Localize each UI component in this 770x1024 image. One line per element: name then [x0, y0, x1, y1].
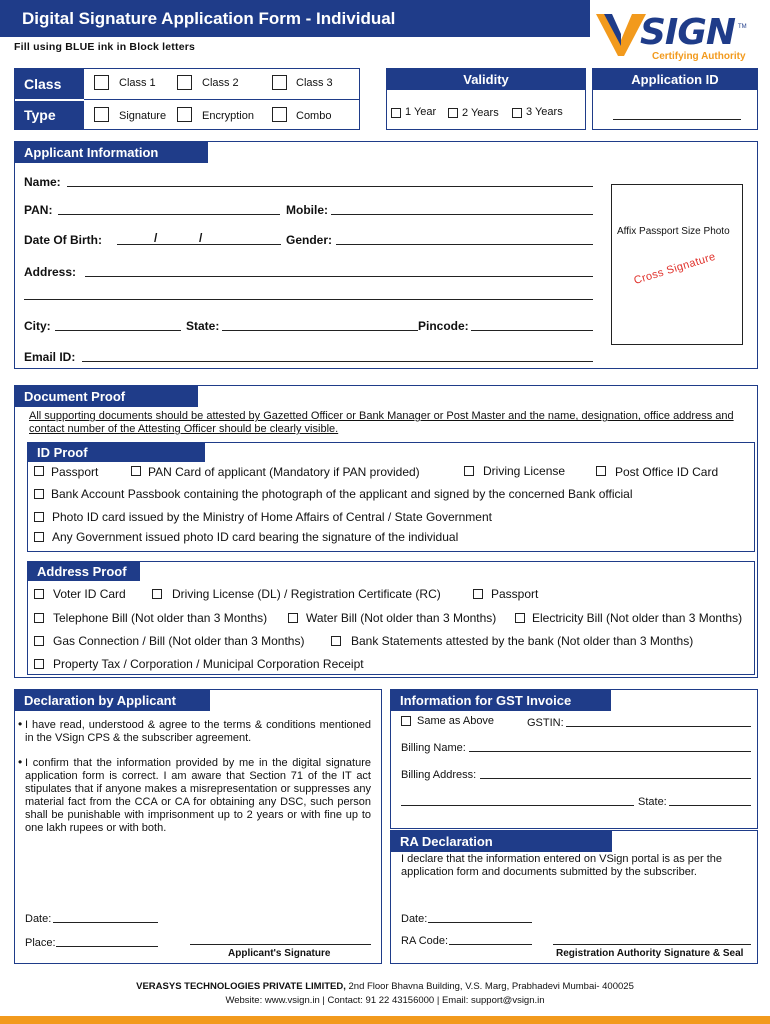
- address-label: Address:: [24, 265, 77, 279]
- declaration-date-label: Date:: [25, 913, 52, 925]
- dob-label: Date Of Birth:: [24, 233, 102, 247]
- ra-header: RA Declaration: [390, 830, 612, 852]
- logo-tagline: Certifying Authority: [652, 51, 746, 62]
- 3-years-label: 3 Years: [526, 106, 563, 118]
- billing-name-label: Billing Name:: [401, 742, 466, 754]
- name-field[interactable]: [67, 186, 593, 187]
- state-field[interactable]: [222, 330, 418, 331]
- document-proof-note: All supporting documents should be attested by Gazetted Officer or Bank Manager or Post Master and the name, designation, office address and contact number of the Attesting Officer should be clearly visible.: [29, 410, 734, 435]
- form-title-bar: [0, 0, 590, 37]
- 1-year-checkbox[interactable]: [391, 108, 401, 118]
- addr-bank-checkbox[interactable]: [331, 636, 341, 646]
- id-driving-checkbox[interactable]: [464, 466, 474, 476]
- ra-code-field[interactable]: [449, 944, 532, 945]
- id-post-office-checkbox[interactable]: [596, 466, 606, 476]
- encryption-label: Encryption: [202, 110, 254, 122]
- footer-contact: Website: www.vsign.in | Contact: 91 22 43156000 | Email: support@vsign.in: [225, 995, 545, 1006]
- id-passport-label: Passport: [51, 465, 99, 479]
- address-field-2[interactable]: [24, 299, 593, 300]
- addr-tax-label: Property Tax / Corporation / Municipal Corporation Receipt: [53, 657, 364, 671]
- ra-signature-label: Registration Authority Signature & Seal: [556, 948, 744, 959]
- addr-water-checkbox[interactable]: [288, 613, 298, 623]
- mobile-label: Mobile:: [286, 203, 328, 217]
- gst-header: Information for GST Invoice: [390, 689, 611, 711]
- state-label: State:: [186, 319, 220, 333]
- id-govt-checkbox[interactable]: [34, 532, 44, 542]
- addr-dl-label: Driving License (DL) / Registration Certificate (RC): [172, 587, 441, 601]
- addr-dl-checkbox[interactable]: [152, 589, 162, 599]
- cross-signature-label: Cross Signature: [632, 250, 718, 287]
- footer-bar: [0, 1016, 770, 1024]
- 2-years-label: 2 Years: [462, 107, 499, 119]
- id-mha-label: Photo ID card issued by the Ministry of Home Affairs of Central / State Government: [52, 510, 492, 524]
- ra-code-label: RA Code:: [401, 935, 449, 947]
- dob-slash-1: /: [154, 231, 158, 245]
- applicant-signature-line[interactable]: [190, 944, 371, 945]
- billing-address-label: Billing Address:: [401, 769, 477, 781]
- dob-slash-2: /: [199, 231, 203, 245]
- name-label: Name:: [24, 175, 61, 189]
- addr-gas-checkbox[interactable]: [34, 636, 44, 646]
- addr-voter-checkbox[interactable]: [34, 589, 44, 599]
- declaration-para-2: I confirm that the information provided by me in the digital signature application form is correct. I am aware that Section 71 of the IT act stipulates that if anyone makes a misrepresentation or suppresses any material fact from the CCA or CA for obtaining any DSC, such person shall be punishable with imprisonment up to 2 years or with fine up to one lakh rupees or with both.: [25, 757, 371, 834]
- signature-label: Signature: [119, 110, 167, 122]
- id-bank-checkbox[interactable]: [34, 489, 44, 499]
- gender-field[interactable]: [336, 244, 593, 245]
- document-proof-header: Document Proof: [14, 385, 198, 407]
- footer-company-line: [0, 981, 770, 992]
- footer-company: VERASYS TECHNOLOGIES PRIVATE LIMITED,: [136, 981, 346, 992]
- ra-signature-line[interactable]: [553, 944, 751, 945]
- email-field[interactable]: [82, 361, 593, 362]
- id-mha-checkbox[interactable]: [34, 512, 44, 522]
- same-as-above-label: Same as Above: [417, 715, 495, 727]
- class-1-checkbox[interactable]: [94, 75, 109, 90]
- address-field-1[interactable]: [85, 276, 593, 277]
- trademark: TM: [738, 24, 747, 30]
- class-label: Class: [14, 68, 84, 99]
- gst-state-label: State:: [638, 796, 667, 808]
- addr-elec-label: Electricity Bill (Not older than 3 Months): [532, 611, 743, 625]
- signature-checkbox[interactable]: [94, 107, 109, 122]
- applicant-signature-label: Applicant's Signature: [228, 948, 331, 959]
- 2-years-checkbox[interactable]: [448, 108, 458, 118]
- application-id-label: Application ID: [592, 68, 758, 90]
- id-passport-checkbox[interactable]: [34, 466, 44, 476]
- addr-passport-checkbox[interactable]: [473, 589, 483, 599]
- id-post-office-label: Post Office ID Card: [615, 465, 719, 479]
- pincode-field[interactable]: [471, 330, 593, 331]
- gstin-label: GSTIN:: [527, 717, 564, 729]
- declaration-bullet-1: •: [18, 717, 23, 731]
- billing-name-field[interactable]: [469, 751, 751, 752]
- applicant-info-header: Applicant Information: [14, 141, 208, 163]
- billing-address-field-2[interactable]: [401, 805, 634, 806]
- footer-address: 2nd Floor Bhavna Building, V.S. Marg, Prabhadevi Mumbai- 400025: [345, 981, 634, 992]
- addr-elec-checkbox[interactable]: [515, 613, 525, 623]
- declaration-para-1: I have read, understood & agree to the terms & conditions mentioned in the VSign CPS & the subscriber agreement.: [25, 719, 371, 744]
- declaration-place-label: Place:: [25, 937, 56, 949]
- validity-label: Validity: [386, 68, 586, 90]
- id-bank-label: Bank Account Passbook containing the photograph of the applicant and signed by the concerned Bank official: [51, 487, 633, 501]
- type-label: Type: [14, 101, 84, 130]
- application-id-field[interactable]: [613, 119, 741, 120]
- addr-tel-label: Telephone Bill (Not older than 3 Months): [53, 611, 268, 625]
- addr-water-label: Water Bill (Not older than 3 Months): [306, 611, 497, 625]
- class-3-checkbox[interactable]: [272, 75, 287, 90]
- declaration-header: Declaration by Applicant: [14, 689, 210, 711]
- pan-field[interactable]: [58, 214, 280, 215]
- id-pan-checkbox[interactable]: [131, 466, 141, 476]
- addr-gas-label: Gas Connection / Bill (Not older than 3 Months): [53, 634, 305, 648]
- billing-address-field-1[interactable]: [480, 778, 751, 779]
- class-2-label: Class 2: [202, 77, 239, 89]
- declaration-date-field[interactable]: [53, 922, 158, 923]
- mobile-field[interactable]: [331, 214, 593, 215]
- addr-tel-checkbox[interactable]: [34, 613, 44, 623]
- combo-checkbox[interactable]: [272, 107, 287, 122]
- ra-text: I declare that the information entered on VSign portal is as per the application form and documents submitted by the subscriber.: [401, 853, 723, 878]
- class-1-label: Class 1: [119, 77, 156, 89]
- addr-voter-label: Voter ID Card: [53, 587, 126, 601]
- encryption-checkbox[interactable]: [177, 107, 192, 122]
- id-govt-label: Any Government issued photo ID card bearing the signature of the individual: [52, 530, 459, 544]
- photo-label: Affix Passport Size Photo: [617, 226, 730, 237]
- email-label: Email ID:: [24, 350, 76, 364]
- same-as-above-checkbox[interactable]: [401, 716, 411, 726]
- pincode-label: Pincode:: [418, 319, 469, 333]
- form-subtitle: Fill using BLUE ink in Block letters: [14, 41, 196, 53]
- id-proof-header: ID Proof: [27, 442, 205, 462]
- gstin-field[interactable]: [566, 726, 751, 727]
- id-driving-label: Driving License: [483, 464, 566, 478]
- 1-year-label: 1 Year: [405, 106, 437, 118]
- ra-date-label: Date:: [401, 913, 428, 925]
- declaration-place-field[interactable]: [56, 946, 158, 947]
- form-title: Digital Signature Application Form - Individual: [22, 9, 396, 28]
- gst-state-field[interactable]: [669, 805, 751, 806]
- class-3-label: Class 3: [296, 77, 333, 89]
- id-pan-label: PAN Card of applicant (Mandatory if PAN provided): [148, 465, 420, 479]
- pan-label: PAN:: [24, 203, 53, 217]
- city-label: City:: [24, 319, 51, 333]
- addr-tax-checkbox[interactable]: [34, 659, 44, 669]
- gender-label: Gender:: [286, 233, 333, 247]
- 3-years-checkbox[interactable]: [512, 108, 522, 118]
- vsign-logo-text: SIGN: [640, 12, 735, 53]
- city-field[interactable]: [55, 330, 181, 331]
- ra-date-field[interactable]: [428, 922, 532, 923]
- class-type-divider: [84, 99, 360, 100]
- addr-bank-label: Bank Statements attested by the bank (Not older than 3 Months): [351, 634, 694, 648]
- combo-label: Combo: [296, 110, 332, 122]
- address-proof-header: Address Proof: [27, 561, 140, 581]
- declaration-bullet-2: •: [18, 755, 23, 769]
- class-2-checkbox[interactable]: [177, 75, 192, 90]
- addr-passport-label: Passport: [491, 587, 539, 601]
